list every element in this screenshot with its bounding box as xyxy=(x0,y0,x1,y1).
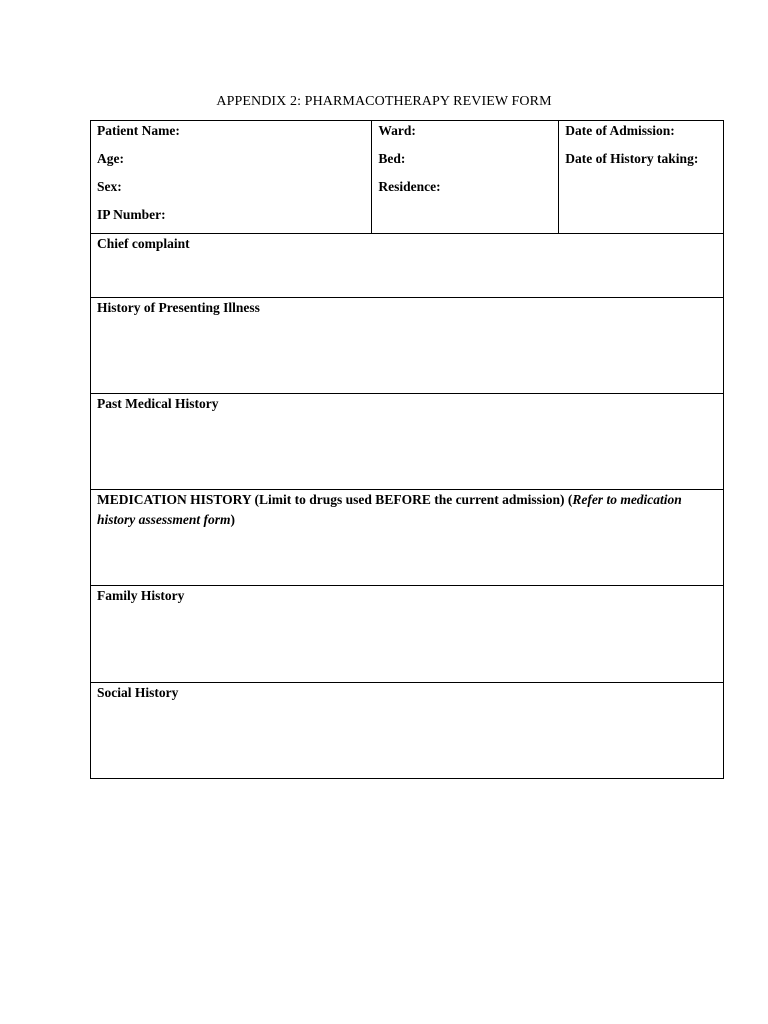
family-history-label: Family History xyxy=(97,588,185,603)
medication-history-main: MEDICATION HISTORY (Limit to drugs used BEFORE the current admission) ( xyxy=(97,492,573,507)
hpi-cell[interactable] xyxy=(91,298,724,394)
chief-complaint-row xyxy=(91,234,724,298)
age-label: Age: xyxy=(97,151,124,166)
sex-label: Sex: xyxy=(97,179,122,194)
hpi-row xyxy=(91,298,724,394)
patient-details-cell[interactable] xyxy=(91,121,372,234)
medication-history-reference: Refer to medication history assessment form xyxy=(97,492,682,527)
date-of-admission-label: Date of Admission: xyxy=(565,123,675,138)
past-medical-row xyxy=(91,394,724,490)
family-history-row xyxy=(91,586,724,683)
medication-history-row xyxy=(91,490,724,586)
medication-history-label xyxy=(97,492,682,527)
residence-label: Residence: xyxy=(378,179,441,194)
ip-number-label: IP Number: xyxy=(97,207,166,222)
social-history-label: Social History xyxy=(97,685,179,700)
family-history-cell[interactable] xyxy=(91,586,724,683)
chief-complaint-cell[interactable] xyxy=(91,234,724,298)
form-title: APPENDIX 2: PHARMACOTHERAPY REVIEW FORM xyxy=(216,94,552,109)
medication-history-cell[interactable] xyxy=(91,490,724,586)
past-medical-cell[interactable] xyxy=(91,394,724,490)
date-details-cell[interactable] xyxy=(559,121,724,234)
chief-complaint-label: Chief complaint xyxy=(97,236,190,251)
medication-history-close: ) xyxy=(230,512,236,527)
date-of-history-label: Date of History taking: xyxy=(565,151,699,166)
bed-label: Bed: xyxy=(378,151,406,166)
ward-label: Ward: xyxy=(378,123,416,138)
ward-details-cell[interactable] xyxy=(372,121,559,234)
past-medical-label: Past Medical History xyxy=(97,396,219,411)
patient-info-row xyxy=(91,121,724,234)
patient-name-label: Patient Name: xyxy=(97,123,180,138)
social-history-row xyxy=(91,683,724,779)
hpi-label: History of Presenting Illness xyxy=(97,300,260,315)
social-history-cell[interactable] xyxy=(91,683,724,779)
review-form-table xyxy=(90,120,724,779)
